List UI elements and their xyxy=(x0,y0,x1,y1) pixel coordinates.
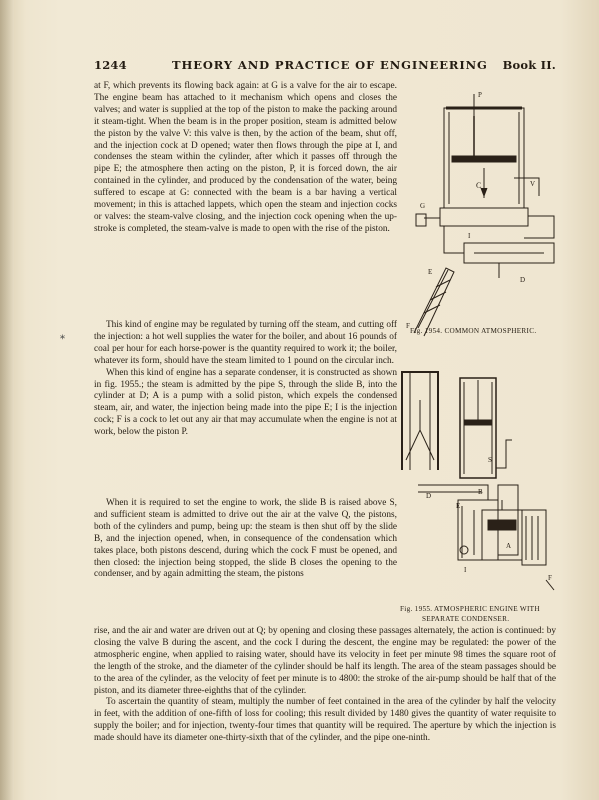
label-I: I xyxy=(464,566,467,574)
page-gutter-shadow xyxy=(0,0,14,800)
figure-1954-caption: Fig. 1954. COMMON ATMOSPHERIC. xyxy=(410,327,537,335)
paragraph: To ascertain the quantity of steam, multiply the number of feet contained in the area of the cylinder by half the velocity in feet, with the addition of one-fifth of loss for cooling; this result divided by 1480 gives the quantity of water requisite to supply the boiler; and for injection, twenty-four times that quantity will be required. The aperture by which the injection is made should have its diameter one-thirty-sixth that of the cylinder, and the pipe one-ninth. xyxy=(94,697,556,744)
book-label: Book II. xyxy=(502,58,556,72)
label-C: C xyxy=(476,181,482,190)
figure-1955-engine-drawing xyxy=(398,360,558,595)
label-F: F xyxy=(548,574,552,582)
paragraph: When it is required to set the engine to work, the slide B is raised above S, and sufficient steam is admitted to drive out the air at the valve Q, the pistons, both of the cylinders and pump, being up: the steam is then shut off by the slide B, and the injection opened, when, in consequence of the condensation which takes place, both pistons descend, during which the cock F must be opened, and then closed: the injection being stopped, the slide B closes the opening to the condenser, and by again admitting the steam, the pistons xyxy=(94,498,397,580)
running-title: THEORY AND PRACTICE OF ENGINEERING xyxy=(172,58,488,72)
running-header xyxy=(94,58,556,74)
label-I: I xyxy=(468,232,471,240)
text-column-2 xyxy=(94,320,397,439)
text-column-1 xyxy=(94,81,397,236)
label-V: V xyxy=(530,180,536,188)
text-full-width xyxy=(94,626,556,745)
label-P: P xyxy=(478,91,482,99)
label-G: G xyxy=(420,202,426,210)
label-S: S xyxy=(488,456,492,464)
paragraph: When this kind of engine has a separate condenser, it is constructed as shown in fig. 1955.; the steam is admitted by the pipe S, through the slide B, into the cylinder at D; A is a pump with a solid piston, which expels the condensed steam, air, and water, the injection being made into the pipe E; I is the injection cock; F is a cock to let out any air that may accumulate when the engine is not at work, below the piston P. xyxy=(94,367,397,438)
label-F: F xyxy=(406,322,410,330)
label-D: D xyxy=(426,492,432,500)
figure-1954-engine-drawing xyxy=(404,88,564,338)
paragraph: This kind of engine may be regulated by turning off the steam, and cutting off the injection: a hot well supplies the water for the boiler, and about 16 pounds of coal per hour for each horse-power is the quantity required to work it; the boiler, whatever its form, should have the steam limited to 1 pound on the circular inch. xyxy=(94,320,397,366)
label-E: E xyxy=(428,268,433,276)
page-number: 1244 xyxy=(94,58,127,72)
figure-1955-caption-line-2: SEPARATE CONDENSER. xyxy=(422,615,510,623)
paragraph: rise, and the air and water are driven out at Q; by opening and closing these passages alternately, the action is continued: by closing the valve B during the ascent, and the cock I during the descent, the engine may be regulated: the power of the atmospheric engine, when applied to raising water, should have its velocity in feet per minute 98 times the square root of the length of the stroke, and the diameter of the cylinder should be half its length. The area of the steam passages should be to the area of the cylinder, as the velocity of feet per minute is to 4800: the stroke of the air-pump should be half that of the piston, and its diameter three-eighths that of the cylinder. xyxy=(94,626,556,696)
label-E: E xyxy=(456,502,461,510)
label-A: A xyxy=(506,542,512,550)
label-D: D xyxy=(520,276,526,284)
label-B: B xyxy=(478,488,483,496)
figure-1955-caption-line-1: Fig. 1955. ATMOSPHERIC ENGINE WITH xyxy=(400,605,540,613)
text-column-3 xyxy=(94,498,397,581)
paragraph: at F, which prevents its flowing back again: at G is a valve for the air to escape. The engine beam has attached to it mechanism which opens and closes the valves; and water is supplied at the top of the piston to make the packing around it steam-tight. When the beam is in the proper position, steam is admitted below the piston by the valve V: this valve is then, by the action of the beam, shut off, and the injection cock at D opened; water then flows through the pipe at I, and condenses the steam within the cylinder, after which it passes off through the pipe E; the atmosphere then acting on the piston, P, it is forced down, the air contained in the cylinder, and produced by the condensation of the water, being suffered to escape at G: connected with the beam is a bar having a vertical movement; in this is attached lappets, which open the steam and injection cocks or valves: the steam-valve closing, and the injection cock opening when the up-stroke is completed, the steam-valve is made to open with the rise of the piston. xyxy=(94,81,397,234)
margin-mark: * xyxy=(60,334,65,345)
